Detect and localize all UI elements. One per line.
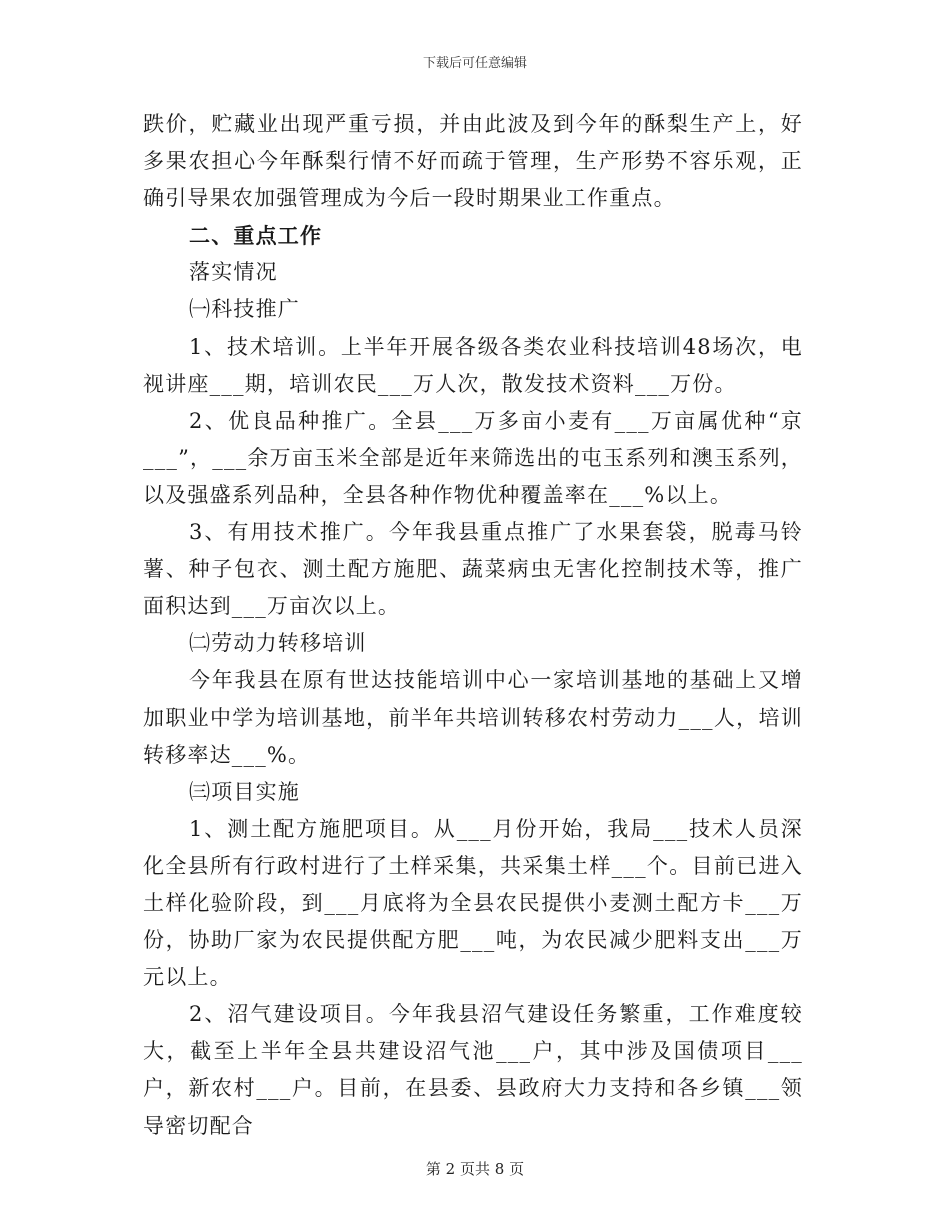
page-header: 下载后可任意编辑 <box>422 56 527 71</box>
paragraph: 3、有用技术推广。今年我县重点推广了水果套袋，脱毒马铃薯、种子包衣、测土配方施肥、蔬菜病虫无害化控制技术等，推广面积达到___万亩次以上。 <box>143 520 803 619</box>
subheading: 落实情况 <box>189 260 278 285</box>
paragraph: 1、技术培训。上半年开展各级各类农业科技培训48场次，电视讲座___期，培训农民___万人次，散发技术资料___万份。 <box>143 334 803 396</box>
paragraph-continuation: 跌价，贮藏业出现严重亏损，并由此波及到今年的酥梨生产上，好多果农担心今年酥梨行情不好而疏于管理，生产形势不容乐观，正确引导果农加强管理成为今后一段时期果业工作重点。 <box>143 112 803 211</box>
paragraph: 2、沼气建设项目。今年我县沼气建设任务繁重，工作难度较大，截至上半年全县共建设沼气池___户，其中涉及国债项目___户，新农村___户。目前，在县委、县政府大力支持和各乡镇___领导密切配合 <box>143 1002 803 1138</box>
subsection-title: ㈢项目实施 <box>189 779 300 804</box>
subsection-title: ㈡劳动力转移培训 <box>189 631 367 656</box>
paragraph: 今年我县在原有世达技能培训中心一家培训基地的基础上又增加职业中学为培训基地，前半年共培训转移农村劳动力___人，培训转移率达___%。 <box>143 668 803 767</box>
paragraph: 1、测土配方施肥项目。从___月份开始，我局___技术人员深化全县所有行政村进行了土样采集，共采集土样___个。目前已进入土样化验阶段，到___月底将为全县农民提供小麦测土配方卡___万份，协助厂家为农民提供配方肥___吨，为农民减少肥料支出___万元以上。 <box>143 816 803 990</box>
section-heading: 二、重点工作 <box>189 223 323 249</box>
page-footer: 第 2 页共 8 页 <box>425 1160 525 1178</box>
document-body <box>143 106 803 1145</box>
paragraph: 2、优良品种推广。全县___万多亩小麦有___万亩属优种“京___”，___余万亩玉米全部是近年来筛选出的屯玉系列和澳玉系列，以及强盛系列品种，全县各种作物优种覆盖率在___%以上。 <box>143 408 803 507</box>
subsection-title: ㈠科技推广 <box>189 297 300 322</box>
